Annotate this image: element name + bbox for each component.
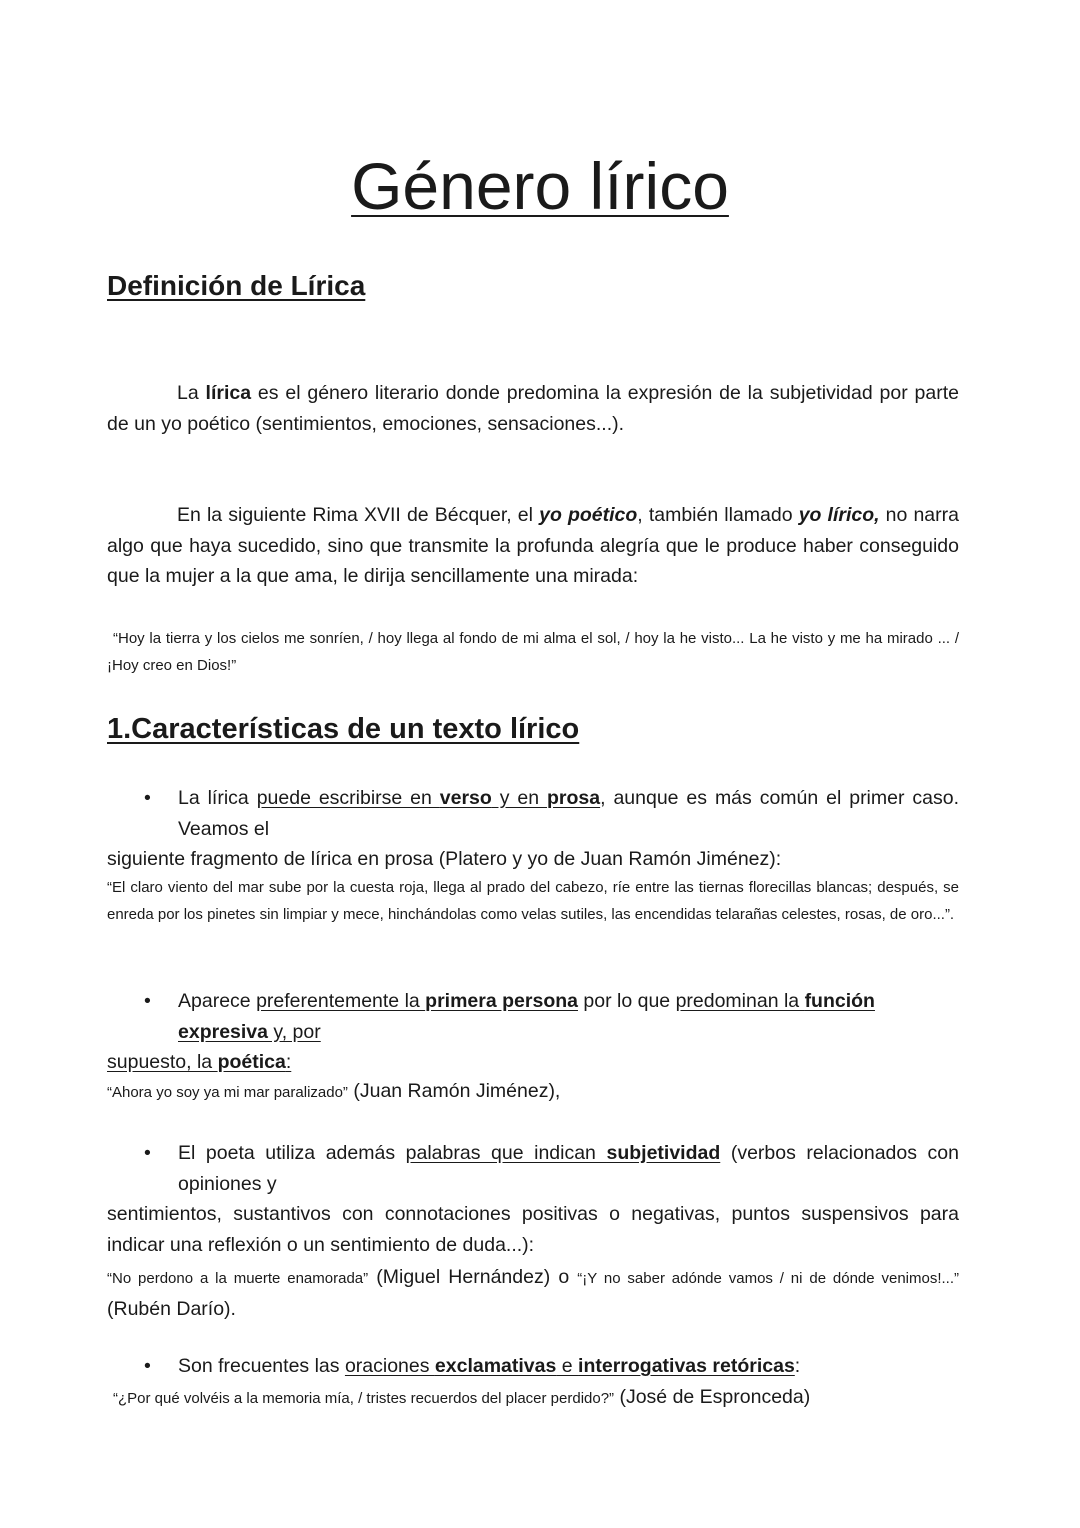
bullet-continuation: siguiente fragmento de lírica en prosa (Platero y yo de Juan Ramón Jiménez): [107, 848, 782, 870]
definition-paragraph: La lírica es el género literario donde predomina la expresión de la subjetividad por parte de un yo poético (sentimientos, emociones, sensaciones...). [107, 382, 959, 435]
section-heading-caracteristicas: 1.Características de un texto lírico [107, 713, 580, 745]
bullet-icon: • [144, 787, 151, 809]
bullet-continuation: sentimientos, sustantivos con connotaciones positivas o negativas, puntos suspensivos para indicar una reflexión o un sentimiento de duda...): [107, 1203, 959, 1256]
section-heading-definicion: Definición de Lírica [107, 270, 366, 301]
quote-jimenez: “Ahora yo soy ya mi mar paralizado” (Juan Ramón Jiménez), [107, 1080, 561, 1102]
quote-becquer: “Hoy la tierra y los cielos me sonríen, / hoy llega al fondo de mi alma el sol, / hoy la he visto... La he visto y me ha mirado ... / ¡Hoy creo en Dios!” [107, 630, 959, 674]
quote-hernandez-dario: “No perdono a la muerte enamorada” (Miguel Hernández) o “¡Y no saber adónde vamos / ni de dónde venimos!...” (Rubén Darío). [107, 1266, 959, 1320]
page-title: Género lírico [351, 149, 729, 223]
bullet-item-oraciones: • Son frecuentes las oraciones exclamativas e interrogativas retóricas: [178, 1351, 959, 1382]
quote-espronceda: “¿Por qué volvéis a la memoria mía, / tristes recuerdos del placer perdido?” (José de Espronceda) [113, 1386, 811, 1408]
bullet-continuation: supuesto, la poética: [107, 1051, 292, 1073]
bullet-icon: • [144, 1355, 151, 1377]
becquer-intro-paragraph: En la siguiente Rima XVII de Bécquer, el yo poético, también llamado yo lírico, no narra algo que haya sucedido, sino que transmite la profunda alegría que le produce haber conseguido que la mujer a la que ama, le dirija sencillamente una mirada: [107, 504, 959, 587]
bullet-item-verso-prosa: • La lírica puede escribirse en verso y en prosa, aunque es más común el primer caso. Veamos el [178, 783, 959, 844]
bullet-icon: • [144, 990, 151, 1012]
quote-platero: “El claro viento del mar sube por la cuesta roja, llega al prado del cabezo, ríe entre las tiernas florecillas blancas; después, se enreda por los pinetes sin limpiar y mece, hinchándolas como velas sutiles, las encendidas telarañas celestes, rosas, de oro...”. [107, 879, 959, 923]
bullet-item-primera-persona: • Aparece preferentemente la primera persona por lo que predominan la función expresiva y, por [178, 986, 959, 1047]
bullet-icon: • [144, 1142, 151, 1164]
bullet-item-subjetividad: • El poeta utiliza además palabras que indican subjetividad (verbos relacionados con opiniones y [178, 1138, 959, 1199]
